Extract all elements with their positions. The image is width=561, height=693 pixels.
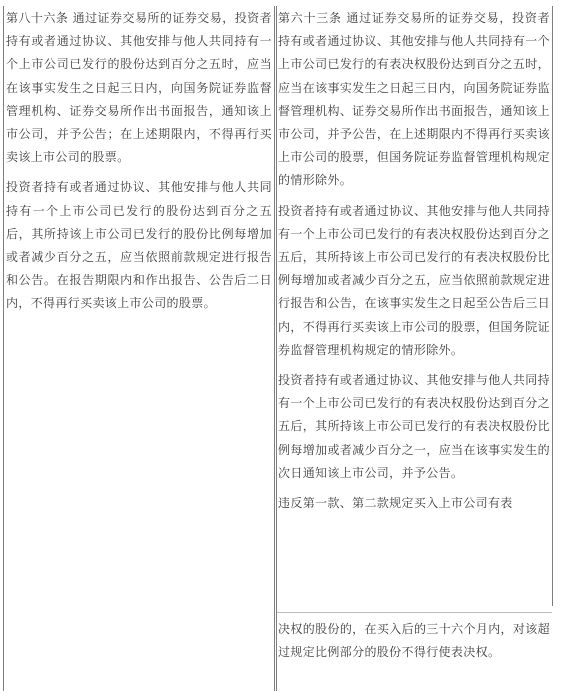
column-divider [274,6,275,691]
old-article-paragraph-1: 第八十六条 通过证券交易所的证券交易，投资者持有或者通过协议、其他安排与他人共同持有一个上市公司已发行的股份达到百分之五时，应当在该事实发生之日起三日内，向国务院证券监督管理机构、证券交易所作出书面报告，通知该上市公司，并予公告；在上述期限内，不得再行买卖该上市公司的股票。 [6,11,272,165]
comparison-table [3,6,553,691]
new-article-paragraph-1: 第六十三条 通过证券交易所的证券交易，投资者持有或者通过协议、其他安排与他人共同持有一个上市公司已发行的有表决权股份达到百分之五时，应当在该事实发生之日起三日内，向国务院证券监督管理机构、证券交易所作出书面报告，通知该上市公司，并予公告，在上述期限内不得再行买卖该上市公司的股票，但国务院证券监督管理机构规定的情形除外。 [278,11,550,188]
column-divider-inner [276,6,277,691]
new-article-paragraph-2: 投资者持有或者通过协议、其他安排与他人共同持有一个上市公司已发行的有表决权股份达到百分之五后，其所持该上市公司已发行的有表决权股份比例每增加或者减少百分之五，应当依照前款规定进行报告和公告，在该事实发生之日起至公告后三日内，不得再行买卖该上市公司的股票，但国务院证券监督管理机构规定的情形除外。 [278,203,550,357]
table-right-border-upper [552,6,553,606]
old-article-cell [6,7,272,323]
table-left-border [3,6,4,691]
new-article-paragraph-4: 违反第一款、第二款规定买入上市公司有表 [278,496,513,511]
page-break-line [277,612,552,613]
new-article-paragraph-4-continued: 决权的股份的，在买入后的三十六个月内，对该超过规定比例部分的股份不得行使表决权。 [278,622,550,660]
new-article-cell [278,7,550,522]
old-article-paragraph-2: 投资者持有或者通过协议、其他安排与他人共同持有一个上市公司已发行的股份达到百分之五后，其所持该上市公司已发行的股份比例每增加或者减少百分之五，应当依照前款规定进行报告和公告。在报告期限内和作出报告、公告后二日内，不得再行买卖该上市公司的股票。 [6,180,272,311]
new-article-paragraph-3: 投资者持有或者通过协议、其他安排与他人共同持有一个上市公司已发行的有表决权股份达到百分之五后，其所持该上市公司已发行的有表决权股份比例每增加或者减少百分之一，应当在该事实发生的次日通知该上市公司，并予公告。 [278,373,550,480]
new-article-continuation [278,618,550,671]
